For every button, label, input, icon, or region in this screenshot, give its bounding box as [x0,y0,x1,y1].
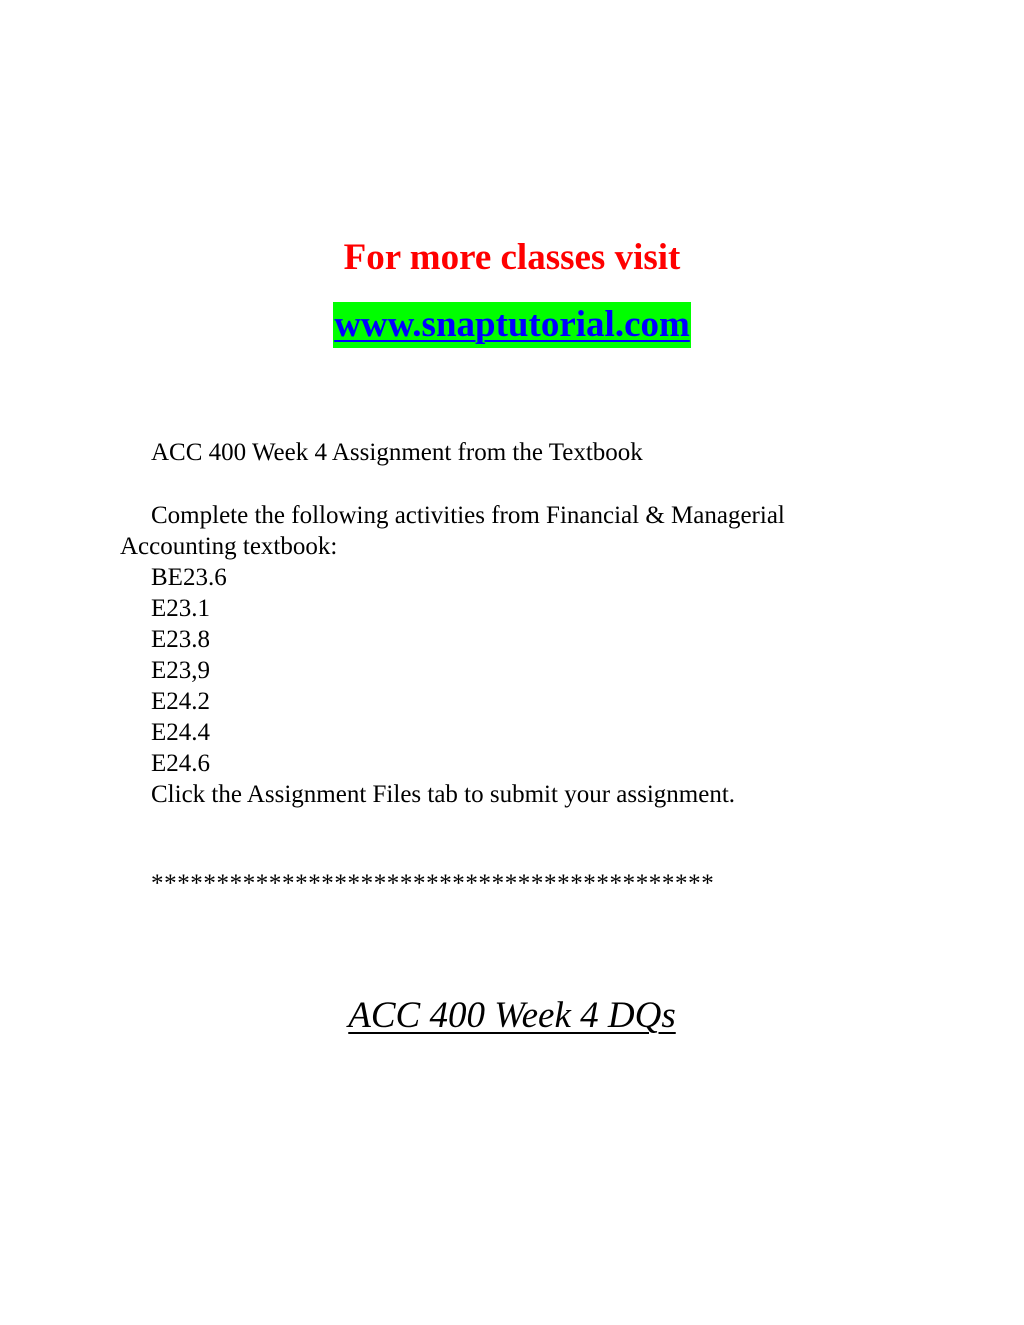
assignment-title: ACC 400 Week 4 Assignment from the Textbook [151,439,643,466]
asterisk-separator: ******************************************* [151,870,715,897]
activity-item: E23.8 [151,626,211,653]
next-section-heading: ACC 400 Week 4 DQs [348,995,676,1036]
activity-item: E24.4 [151,719,211,746]
activity-item: E23,9 [151,657,211,684]
promo-link[interactable]: www.snaptutorial.com [333,302,691,348]
assignment-intro-line-1: Complete the following activities from Financial & Managerial [151,502,785,529]
promo-heading: For more classes visit [343,237,681,278]
activity-item: E24.2 [151,688,211,715]
activity-item: E24.6 [151,750,211,777]
activity-item: BE23.6 [151,564,227,591]
promo-link-container [0,302,1024,348]
activity-item: E23.1 [151,595,211,622]
activity-list [151,562,227,779]
submission-instruction: Click the Assignment Files tab to submit your assignment. [151,781,736,808]
assignment-intro-line-2: Accounting textbook: [120,533,338,560]
